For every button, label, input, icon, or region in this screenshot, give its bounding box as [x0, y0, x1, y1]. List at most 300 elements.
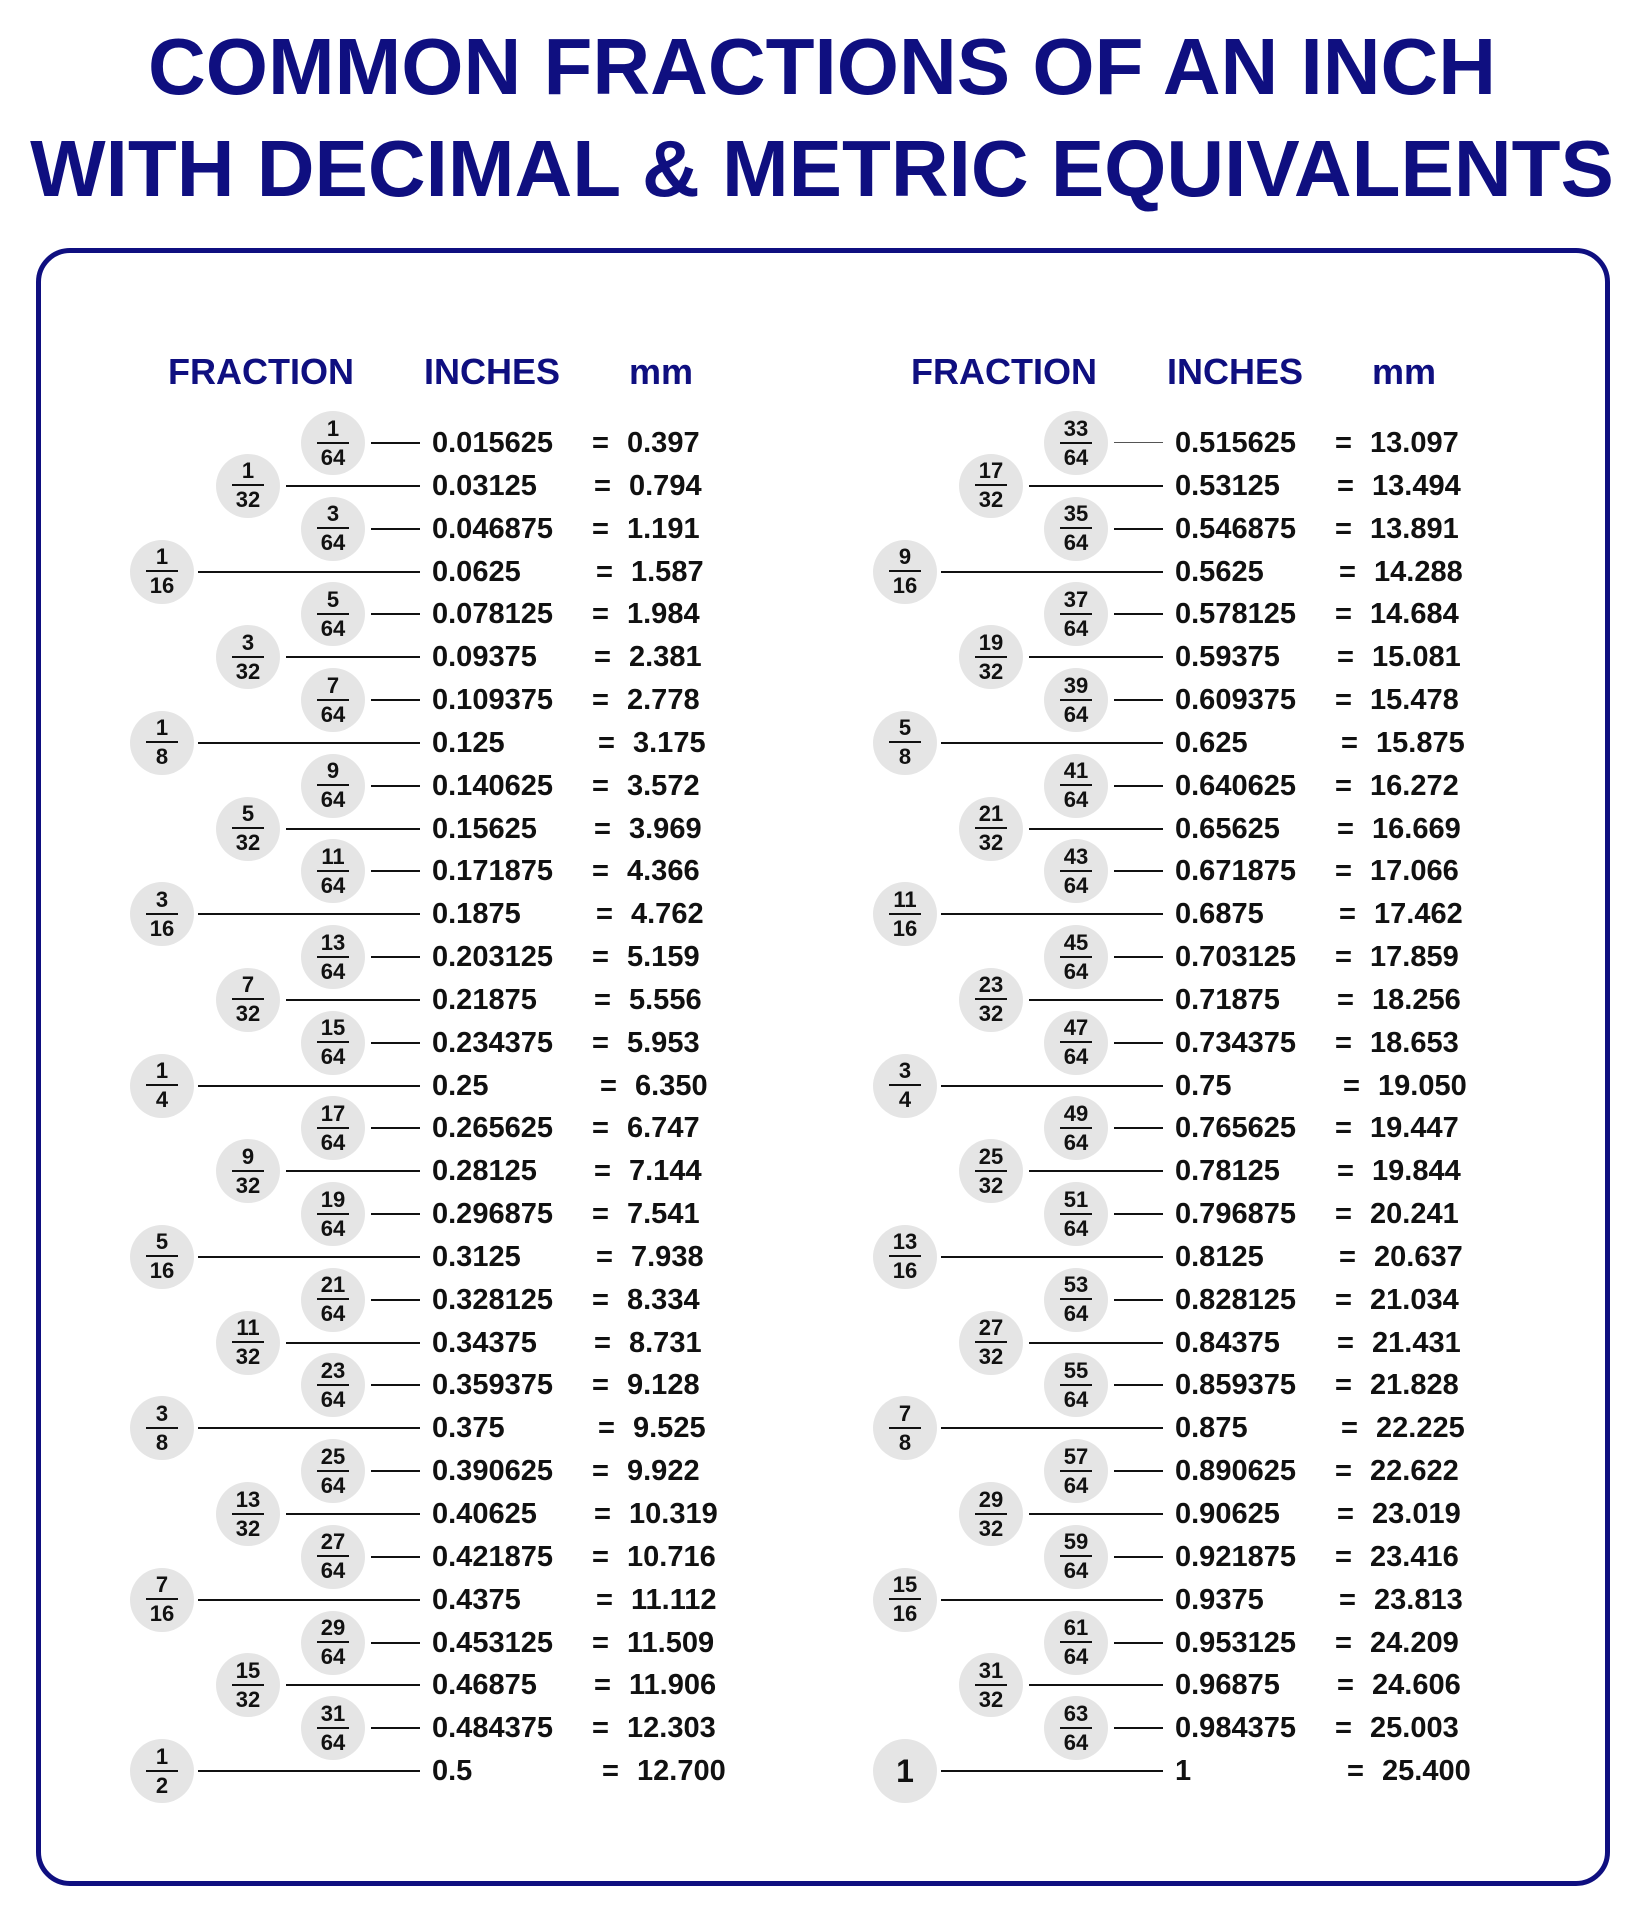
fraction-bar: [146, 1598, 178, 1600]
mm-value: 23.019: [1372, 1498, 1461, 1530]
fraction-circle: [130, 882, 194, 946]
fraction-circle: [216, 454, 280, 518]
inches-value: 0.171875: [432, 855, 553, 888]
equals-sign: =: [592, 1026, 609, 1059]
fraction-circle: [301, 1439, 365, 1503]
inches-value: 0.984375: [1175, 1712, 1296, 1745]
fraction-numerator: 3: [326, 501, 340, 527]
leader-line: [941, 913, 1163, 915]
equals-sign: =: [592, 598, 609, 631]
header-mm-left: mm: [629, 351, 694, 392]
fraction-denominator: 64: [320, 787, 346, 813]
fraction-circle: [301, 411, 365, 475]
fraction-circle: [216, 1653, 280, 1717]
fraction-circle: [959, 797, 1023, 861]
fraction-circle: [301, 1096, 365, 1160]
fraction-circle: [959, 1482, 1023, 1546]
leader-line: [1114, 528, 1163, 530]
equals-sign: =: [592, 1283, 609, 1316]
fraction-denominator: 64: [320, 1558, 346, 1584]
fraction-bar: [317, 1470, 349, 1472]
mm-value: 3.175: [633, 726, 706, 759]
header-inches-left: INCHES: [424, 351, 561, 392]
fraction-numerator: 51: [1063, 1186, 1089, 1212]
fraction-denominator: 64: [1063, 701, 1089, 727]
inches-value: 0.453125: [432, 1626, 553, 1659]
fraction-bar: [317, 613, 349, 615]
equals-sign: =: [1337, 641, 1354, 674]
fraction-circle: [130, 1739, 194, 1803]
fraction-circle: [1044, 411, 1108, 475]
fraction-bar: [1060, 442, 1092, 444]
fraction-numerator: 1: [326, 415, 340, 441]
fraction-bar: [317, 870, 349, 872]
mm-value: 9.525: [633, 1412, 706, 1445]
equals-sign: =: [1335, 769, 1352, 802]
fraction-circle: [873, 540, 937, 604]
fraction-circle: [1044, 668, 1108, 732]
inches-value: 0.25: [432, 1069, 489, 1102]
fraction-circle: [1044, 1696, 1108, 1760]
leader-line: [371, 1470, 420, 1472]
fraction-denominator: 8: [898, 744, 912, 770]
leader-line: [286, 1684, 420, 1686]
fraction-numerator: 3: [898, 1058, 912, 1084]
fraction-numerator: 15: [320, 1015, 346, 1041]
inches-value: 0.3125: [432, 1240, 521, 1273]
fraction-denominator: 16: [149, 1601, 175, 1627]
equals-sign: =: [1335, 941, 1352, 974]
leader-line: [198, 1256, 420, 1258]
fraction-circle: [873, 1225, 937, 1289]
fraction-numerator: 59: [1063, 1529, 1089, 1555]
equals-sign: =: [596, 1240, 613, 1273]
equals-sign: =: [594, 641, 611, 674]
fraction-circle: [130, 540, 194, 604]
equals-sign: =: [1335, 598, 1352, 631]
leader-line: [286, 656, 420, 658]
inches-value: 0.578125: [1175, 598, 1296, 631]
inches-value: 0.9375: [1175, 1583, 1264, 1616]
mm-value: 1.191: [627, 512, 700, 545]
fraction-denominator: 64: [1063, 1729, 1089, 1755]
leader-line: [1114, 1299, 1163, 1301]
fraction-numerator: 5: [898, 715, 912, 741]
fraction-denominator: 32: [235, 487, 261, 513]
fraction-bar: [317, 699, 349, 701]
fraction-numerator: 11: [321, 843, 345, 869]
fraction-denominator: 64: [320, 444, 346, 470]
fraction-numerator: 37: [1063, 586, 1089, 612]
fraction-denominator: 8: [155, 744, 169, 770]
leader-line: [1114, 870, 1163, 872]
equals-sign: =: [1335, 1626, 1352, 1659]
fraction-bar: [889, 1084, 921, 1086]
fraction-bar: [975, 998, 1007, 1000]
mm-value: 14.288: [1374, 555, 1463, 588]
equals-sign: =: [1337, 812, 1354, 845]
fraction-bar: [975, 827, 1007, 829]
fraction-circle: [301, 1011, 365, 1075]
inches-value: 0.953125: [1175, 1626, 1296, 1659]
fraction-bar: [1060, 1384, 1092, 1386]
fraction-bar: [146, 1255, 178, 1257]
fraction-denominator: 64: [1063, 958, 1089, 984]
fraction-bar: [1060, 613, 1092, 615]
fraction-denominator: 64: [1063, 1301, 1089, 1327]
leader-line: [941, 1770, 1163, 1772]
fraction-circle: [873, 1568, 937, 1632]
inches-value: 0.09375: [432, 641, 537, 674]
fraction-denominator: 32: [978, 1001, 1004, 1027]
fraction-numerator: 25: [320, 1443, 346, 1469]
fraction-bar: [975, 484, 1007, 486]
equals-sign: =: [596, 898, 613, 931]
equals-sign: =: [592, 855, 609, 888]
mm-value: 1.984: [627, 598, 700, 631]
fraction-denominator: 64: [1063, 1558, 1089, 1584]
fraction-numerator: 35: [1063, 501, 1089, 527]
inches-value: 0.71875: [1175, 983, 1280, 1016]
fraction-bar: [1060, 1213, 1092, 1215]
fraction-numerator: 63: [1063, 1700, 1089, 1726]
inches-value: 0.921875: [1175, 1540, 1296, 1573]
mm-value: 15.081: [1372, 641, 1461, 674]
fraction-bar: [232, 1684, 264, 1686]
fraction-circle: [959, 1139, 1023, 1203]
equals-sign: =: [596, 1583, 613, 1616]
mm-value: 25.400: [1382, 1755, 1471, 1788]
fraction-numerator: 39: [1063, 672, 1089, 698]
fraction-denominator: 64: [1063, 1215, 1089, 1241]
fraction-numerator: 1: [155, 544, 169, 570]
fraction-circle: [301, 497, 365, 561]
fraction-circle: [1044, 1525, 1108, 1589]
fraction-bar: [1060, 1641, 1092, 1643]
fraction-denominator: 64: [320, 1301, 346, 1327]
fraction-denominator: 64: [1063, 1044, 1089, 1070]
fraction-bar: [889, 741, 921, 743]
inches-value: 0.0625: [432, 555, 521, 588]
inches-value: 0.78125: [1175, 1155, 1280, 1188]
fraction-numerator: 5: [155, 1229, 169, 1255]
equals-sign: =: [594, 812, 611, 845]
mm-value: 4.762: [631, 898, 704, 931]
mm-value: 12.303: [627, 1712, 716, 1745]
mm-value: 0.397: [627, 427, 700, 459]
fraction-numerator: 29: [978, 1486, 1004, 1512]
inches-value: 0.265625: [432, 1112, 553, 1145]
fraction-circle: [873, 1396, 937, 1460]
fraction-numerator: 23: [978, 972, 1004, 998]
leader-line: [371, 1642, 420, 1644]
equals-sign: =: [592, 1369, 609, 1402]
fraction-circle: [301, 839, 365, 903]
mm-value: 11.112: [631, 1583, 717, 1616]
mm-value: 21.828: [1370, 1369, 1459, 1402]
leader-line: [1114, 1727, 1163, 1729]
fraction-circle: [1044, 1611, 1108, 1675]
fraction-circle: [301, 925, 365, 989]
leader-line: [371, 1727, 420, 1729]
fraction-bar: [975, 1684, 1007, 1686]
equals-sign: =: [1337, 1155, 1354, 1188]
mm-value: 18.256: [1372, 983, 1461, 1016]
equals-sign: =: [592, 1112, 609, 1145]
fraction-denominator: 64: [1063, 615, 1089, 641]
leader-line: [371, 442, 420, 444]
equals-sign: =: [1343, 1069, 1360, 1102]
fraction-circle: [873, 1739, 937, 1803]
fraction-numerator: 61: [1063, 1615, 1089, 1641]
leader-line: [941, 571, 1163, 573]
fraction-numerator: 9: [241, 1143, 255, 1169]
fraction-numerator: 13: [320, 929, 346, 955]
mm-value: 14.684: [1370, 598, 1459, 631]
fraction-circle: [1044, 497, 1108, 561]
fraction-bar: [1060, 527, 1092, 529]
mm-value: 23.416: [1370, 1540, 1459, 1573]
fraction-circle: [1044, 925, 1108, 989]
fraction-circle: [301, 1353, 365, 1417]
fraction-bar: [232, 827, 264, 829]
fraction-denominator: 32: [978, 830, 1004, 856]
fraction-numerator: 7: [241, 972, 255, 998]
fraction-numerator: 1: [155, 1743, 169, 1769]
leader-line: [286, 999, 420, 1001]
equals-sign: =: [592, 769, 609, 802]
fraction-denominator: 32: [978, 658, 1004, 684]
fraction-circle: [130, 1225, 194, 1289]
fraction-denominator: 64: [320, 1729, 346, 1755]
equals-sign: =: [594, 469, 611, 502]
fraction-denominator: 16: [892, 915, 918, 941]
equals-sign: =: [1339, 898, 1356, 931]
fraction-circle: [216, 797, 280, 861]
leader-line: [371, 1299, 420, 1301]
equals-sign: =: [592, 1540, 609, 1573]
fraction-circle: [1044, 754, 1108, 818]
mm-value: 10.319: [629, 1498, 718, 1530]
fraction-numerator: 7: [898, 1400, 912, 1426]
leader-line: [371, 1127, 420, 1129]
leader-line: [1114, 699, 1163, 701]
fraction-bar: [146, 741, 178, 743]
inches-value: 0.328125: [432, 1283, 553, 1316]
fraction-circle: [301, 1611, 365, 1675]
equals-sign: =: [1335, 427, 1352, 459]
mm-value: 13.494: [1372, 469, 1461, 502]
fraction-bar: [232, 1170, 264, 1172]
fraction-circle: [130, 1396, 194, 1460]
fraction-bar: [317, 784, 349, 786]
leader-line: [286, 1342, 420, 1344]
fraction-circle: [1044, 1096, 1108, 1160]
fraction-bar: [1060, 1470, 1092, 1472]
header-fraction-left: FRACTION: [168, 351, 354, 392]
inches-value: 0.765625: [1175, 1112, 1296, 1145]
inches-value: 0.15625: [432, 812, 537, 845]
fraction-denominator: 64: [320, 1215, 346, 1241]
equals-sign: =: [594, 1326, 611, 1359]
inches-value: 0.53125: [1175, 469, 1280, 502]
fraction-whole: 1: [896, 1752, 914, 1789]
equals-sign: =: [592, 1455, 609, 1488]
fraction-numerator: 13: [892, 1229, 918, 1255]
mm-value: 3.969: [629, 812, 702, 845]
fraction-denominator: 8: [155, 1429, 169, 1455]
inches-value: 0.03125: [432, 469, 537, 502]
leader-line: [371, 1213, 420, 1215]
mm-value: 12.700: [637, 1755, 726, 1788]
leader-line: [941, 1599, 1163, 1601]
leader-line: [1029, 828, 1163, 830]
fraction-circle: [1044, 1268, 1108, 1332]
fraction-numerator: 5: [326, 586, 340, 612]
mm-value: 11.906: [629, 1669, 717, 1702]
equals-sign: =: [598, 726, 615, 759]
mm-value: 21.431: [1372, 1326, 1461, 1359]
mm-value: 15.478: [1370, 684, 1459, 717]
equals-sign: =: [594, 1498, 611, 1530]
leader-line: [1114, 1042, 1163, 1044]
fraction-bar: [1060, 870, 1092, 872]
fraction-denominator: 16: [892, 1601, 918, 1627]
fraction-denominator: 64: [1063, 530, 1089, 556]
fraction-numerator: 3: [155, 886, 169, 912]
mm-value: 2.778: [627, 684, 700, 717]
fraction-numerator: 41: [1063, 758, 1089, 784]
equals-sign: =: [594, 1155, 611, 1188]
equals-sign: =: [1335, 1283, 1352, 1316]
fraction-circle: [216, 625, 280, 689]
mm-value: 24.209: [1370, 1626, 1459, 1659]
fraction-bar: [232, 1341, 264, 1343]
fraction-numerator: 11: [893, 886, 917, 912]
equals-sign: =: [598, 1412, 615, 1445]
fraction-denominator: 64: [1063, 872, 1089, 898]
inches-value: 0.296875: [432, 1198, 553, 1231]
fraction-numerator: 31: [978, 1657, 1004, 1683]
mm-value: 4.366: [627, 855, 700, 888]
equals-sign: =: [592, 427, 609, 459]
mm-value: 6.747: [627, 1112, 700, 1145]
fraction-bar: [232, 656, 264, 658]
mm-value: 3.572: [627, 769, 700, 802]
fraction-circle: [1044, 1011, 1108, 1075]
leader-line: [198, 913, 420, 915]
fraction-denominator: 16: [149, 915, 175, 941]
fraction-numerator: 13: [235, 1486, 261, 1512]
fraction-numerator: 29: [320, 1615, 346, 1641]
inches-value: 0.796875: [1175, 1198, 1296, 1231]
fraction-numerator: 9: [898, 544, 912, 570]
fraction-denominator: 64: [320, 1644, 346, 1670]
equals-sign: =: [1339, 555, 1356, 588]
mm-value: 0.794: [629, 469, 702, 502]
fraction-numerator: 11: [236, 1315, 260, 1341]
fraction-numerator: 23: [320, 1357, 346, 1383]
mm-value: 21.034: [1370, 1283, 1459, 1316]
fraction-denominator: 32: [235, 1344, 261, 1370]
fraction-denominator: 32: [978, 1172, 1004, 1198]
fraction-denominator: 16: [892, 573, 918, 599]
fraction-denominator: 32: [978, 1686, 1004, 1712]
fraction-denominator: 32: [235, 1001, 261, 1027]
equals-sign: =: [1339, 1240, 1356, 1273]
fraction-numerator: 15: [892, 1572, 918, 1598]
mm-value: 11.509: [627, 1626, 715, 1659]
fraction-circle: [216, 968, 280, 1032]
equals-sign: =: [1335, 512, 1352, 545]
mm-value: 20.637: [1374, 1240, 1463, 1273]
mm-value: 19.447: [1370, 1112, 1459, 1145]
fraction-denominator: 64: [1063, 1472, 1089, 1498]
mm-value: 13.097: [1370, 427, 1459, 459]
mm-value: 5.953: [627, 1026, 700, 1059]
equals-sign: =: [592, 512, 609, 545]
fraction-bar: [232, 484, 264, 486]
fraction-bar: [317, 1555, 349, 1557]
mm-value: 18.653: [1370, 1026, 1459, 1059]
fraction-numerator: 31: [320, 1700, 346, 1726]
fraction-bar: [232, 998, 264, 1000]
header-inches-right: INCHES: [1167, 351, 1304, 392]
equals-sign: =: [594, 1669, 611, 1702]
fraction-numerator: 21: [320, 1272, 346, 1298]
fraction-numerator: 17: [320, 1100, 346, 1126]
fraction-circle: [130, 1054, 194, 1118]
fraction-circle: [301, 1182, 365, 1246]
fraction-circle: [130, 1568, 194, 1632]
inches-value: 0.703125: [1175, 941, 1296, 974]
leader-line: [1114, 1470, 1163, 1472]
fraction-denominator: 64: [320, 530, 346, 556]
mm-value: 10.716: [627, 1540, 716, 1573]
leader-line: [1114, 442, 1163, 443]
fraction-circle: [1044, 1353, 1108, 1417]
title-line-2: WITH DECIMAL & METRIC EQUIVALENTS: [30, 124, 1614, 213]
fraction-bar: [975, 1513, 1007, 1515]
equals-sign: =: [1337, 1669, 1354, 1702]
inches-value: 0.546875: [1175, 512, 1296, 545]
fraction-circle: [216, 1311, 280, 1375]
fraction-numerator: 47: [1063, 1015, 1089, 1041]
equals-sign: =: [1337, 1498, 1354, 1530]
inches-value: 0.234375: [432, 1026, 553, 1059]
mm-value: 9.922: [627, 1455, 700, 1488]
equals-sign: =: [1335, 1198, 1352, 1231]
mm-value: 17.859: [1370, 941, 1459, 974]
fraction-circle: [301, 1696, 365, 1760]
leader-line: [941, 1256, 1163, 1258]
fraction-numerator: 57: [1063, 1443, 1089, 1469]
fraction-numerator: 19: [320, 1186, 346, 1212]
mm-value: 16.669: [1372, 812, 1461, 845]
inches-value: 0.96875: [1175, 1669, 1280, 1702]
leader-line: [371, 1042, 420, 1044]
leader-line: [198, 571, 420, 573]
fraction-bar: [317, 1384, 349, 1386]
leader-line: [941, 1427, 1163, 1429]
inches-value: 0.6875: [1175, 898, 1264, 931]
fraction-numerator: 49: [1063, 1100, 1089, 1126]
fraction-bar: [975, 1170, 1007, 1172]
fraction-bar: [232, 1513, 264, 1515]
leader-line: [198, 742, 420, 744]
equals-sign: =: [1335, 1112, 1352, 1145]
fraction-bar: [317, 1127, 349, 1129]
